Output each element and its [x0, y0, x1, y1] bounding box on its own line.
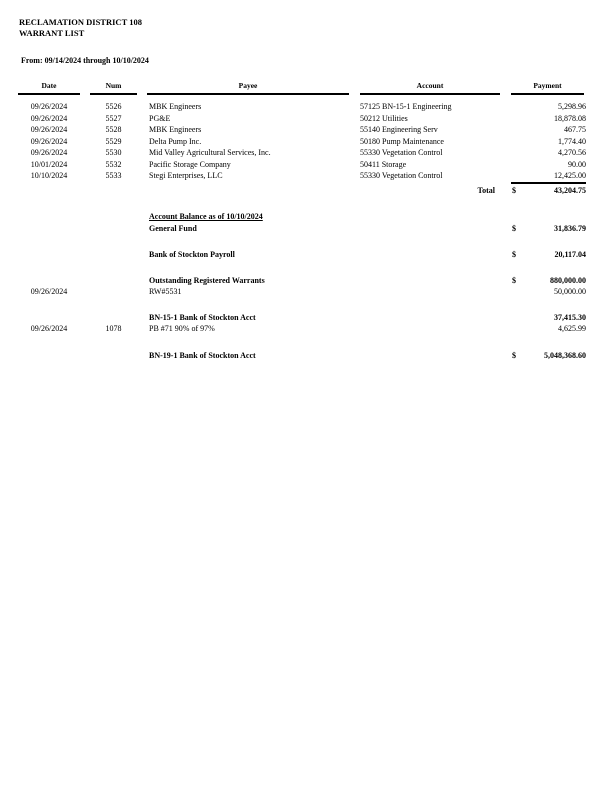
entry-desc: RW#5531: [149, 287, 182, 296]
row-account: 55330 Vegetation Control: [360, 148, 443, 157]
bn15-label: BN-15-1 Bank of Stockton Acct: [149, 313, 256, 322]
row-payment: 18,878.08: [554, 113, 586, 123]
total-amount: 43,204.75: [554, 186, 586, 195]
row-payee: MBK Engineers: [149, 102, 202, 111]
payroll-amount: 20,117.04: [554, 250, 586, 259]
col-num: Num: [105, 81, 122, 90]
header-rule: [511, 93, 584, 95]
header-rule: [147, 93, 349, 95]
entry-date: 09/26/2024: [30, 324, 68, 333]
entry-amount: 50,000.00: [554, 287, 586, 296]
table-row: [0, 137, 612, 148]
row-payee: Delta Pump Inc.: [149, 136, 202, 146]
table-row: [0, 148, 612, 159]
entry-amount: 4,625.99: [558, 324, 586, 333]
total-currency: $: [512, 186, 516, 195]
header-rule: [360, 93, 500, 95]
col-account: Account: [416, 81, 444, 90]
row-payment: 4,270.56: [558, 148, 586, 157]
row-account: 50180 Pump Maintenance: [360, 136, 444, 146]
table-row: [0, 125, 612, 136]
row-date: 10/10/2024: [30, 171, 68, 180]
header-rule: [18, 93, 80, 95]
general-fund-amount: 31,836.79: [554, 224, 586, 233]
row-date: 09/26/2024: [30, 136, 68, 146]
row-payee: Stegi Enterprises, LLC: [149, 171, 223, 180]
bn19-amount: 5,048,368.60: [544, 351, 586, 360]
date-range: From: 09/14/2024 through 10/10/2024: [21, 56, 149, 65]
header-rule: [90, 93, 137, 95]
col-payment: Payment: [533, 81, 562, 90]
total-rule: [511, 182, 586, 184]
row-payment: 1,774.40: [558, 136, 586, 146]
entry-desc: PB #71 90% of 97%: [149, 324, 215, 333]
row-num: 5528: [105, 125, 122, 134]
row-num: 5530: [105, 148, 122, 157]
row-account: 55330 Vegetation Control: [360, 171, 443, 180]
row-payment: 467.75: [564, 125, 586, 134]
row-account: 55140 Engineering Serv: [360, 125, 438, 134]
table-row: [0, 171, 612, 182]
total-row: [0, 186, 612, 197]
bn15-row: [0, 313, 612, 324]
warrants-row: [0, 276, 612, 287]
col-payee: Payee: [238, 81, 258, 90]
table-row: [0, 102, 612, 113]
row-num: 5527: [105, 113, 122, 123]
currency: $: [512, 224, 516, 233]
row-payee: Mid Valley Agricultural Services, Inc.: [149, 148, 271, 157]
doc-title: WARRANT LIST: [19, 28, 85, 38]
payroll-label: Bank of Stockton Payroll: [149, 250, 235, 259]
org-title: RECLAMATION DISTRICT 108: [19, 17, 142, 27]
warrants-label: Outstanding Registered Warrants: [149, 276, 265, 285]
row-account: 50212 Utilities: [360, 113, 408, 123]
table-row: [0, 114, 612, 125]
row-num: 5532: [105, 159, 122, 169]
row-payee: PG&E: [149, 113, 171, 123]
row-payment: 12,425.00: [554, 171, 586, 180]
row-payment: 5,298.96: [558, 102, 586, 111]
bn15-amount: 37,415.30: [554, 313, 586, 322]
row-date: 09/26/2024: [30, 102, 68, 111]
payroll-row: [0, 250, 612, 261]
general-fund-label: General Fund: [149, 224, 197, 233]
row-date: 09/26/2024: [30, 113, 68, 123]
col-date: Date: [41, 81, 57, 90]
warrant-entry-row: [0, 287, 612, 298]
row-payment: 90.00: [568, 159, 586, 169]
row-num: 5526: [105, 102, 122, 111]
row-date: 09/26/2024: [30, 125, 68, 134]
balance-heading: Account Balance as of 10/10/2024: [149, 212, 263, 221]
row-date: 10/01/2024: [30, 159, 68, 169]
bn19-label: BN-19-1 Bank of Stockton Acct: [149, 351, 256, 360]
bn19-row: [0, 351, 612, 362]
row-date: 09/26/2024: [30, 148, 68, 157]
warrants-amount: 880,000.00: [550, 276, 586, 285]
currency: $: [512, 351, 516, 360]
row-num: 5529: [105, 136, 122, 146]
currency: $: [512, 276, 516, 285]
total-label: Total: [477, 186, 495, 195]
bn15-entry-row: [0, 324, 612, 335]
general-fund-row: [0, 224, 612, 235]
entry-num: 1078: [105, 324, 122, 333]
entry-date: 09/26/2024: [30, 287, 68, 296]
table-row: [0, 160, 612, 171]
balance-heading-row: [0, 212, 612, 223]
row-account: 50411 Storage: [360, 159, 407, 169]
row-account: 57125 BN-15-1 Engineering: [360, 102, 452, 111]
row-payee: MBK Engineers: [149, 125, 202, 134]
row-num: 5533: [105, 171, 122, 180]
currency: $: [512, 250, 516, 259]
row-payee: Pacific Storage Company: [149, 159, 231, 169]
